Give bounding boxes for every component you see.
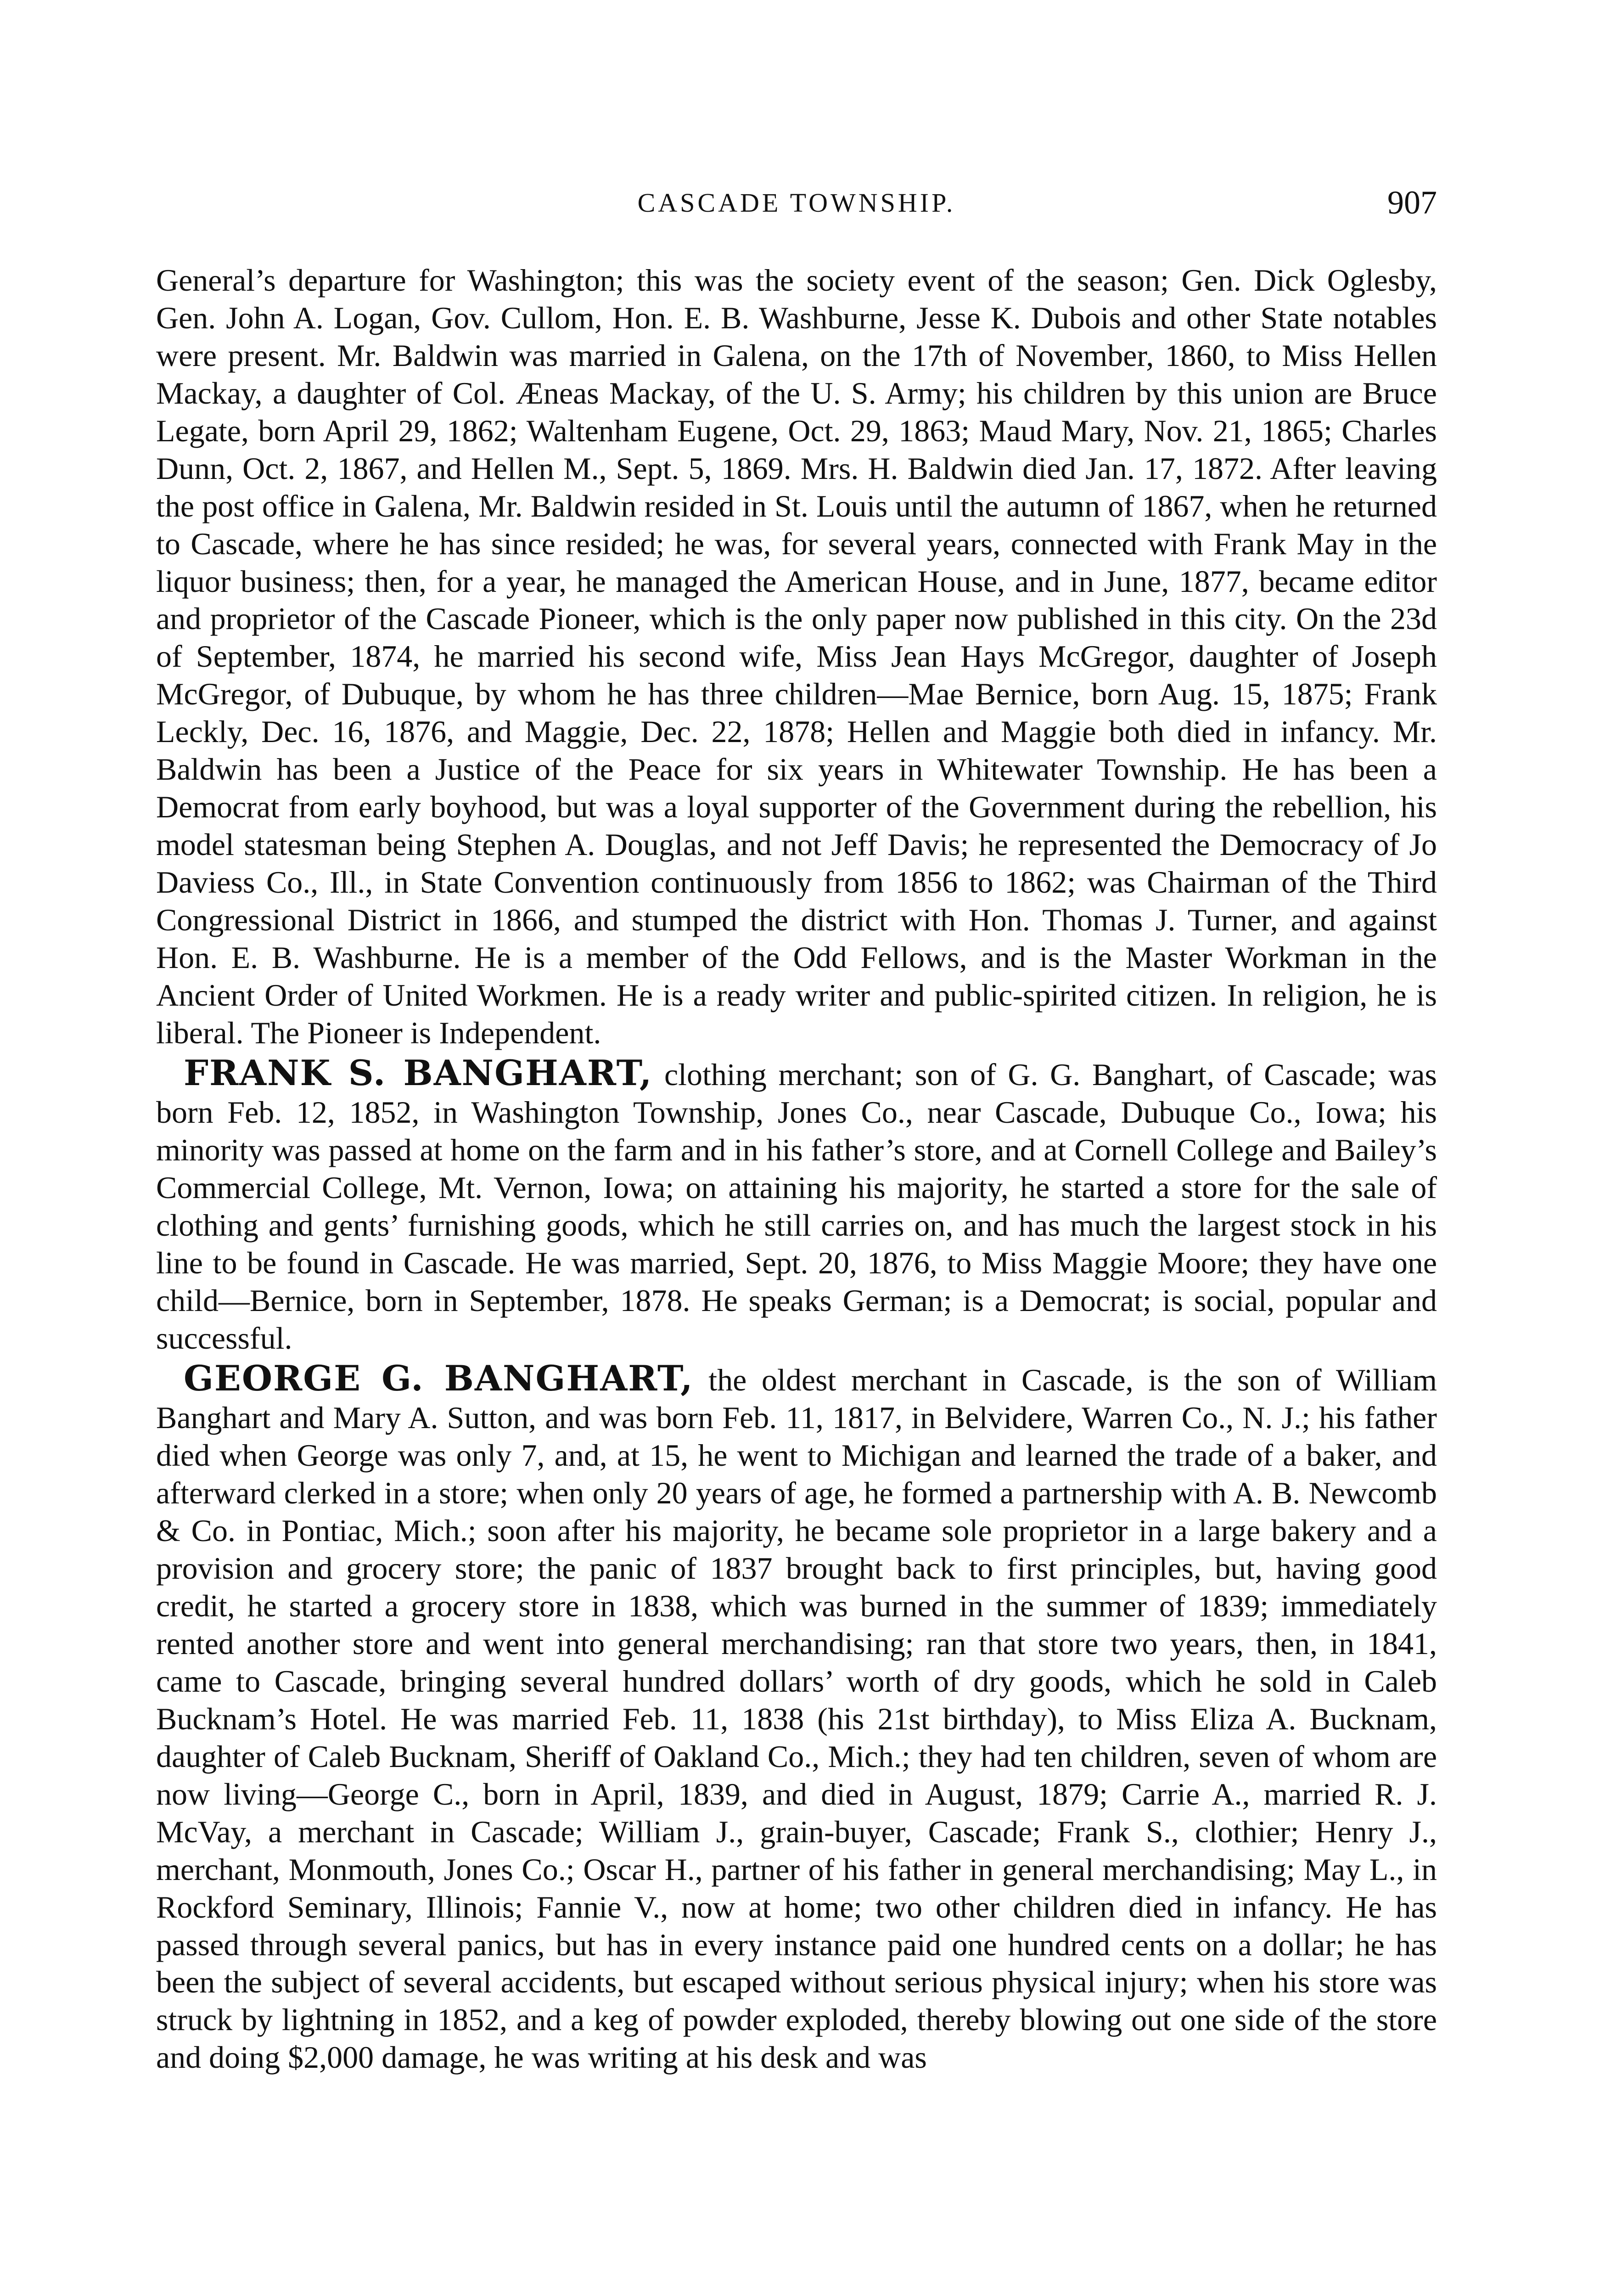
biography-entry-george-banghart bbox=[156, 1357, 1437, 2077]
paragraph-text: the oldest merchant in Cascade, is the son of William Banghart and Mary A. Sutton, and was born Feb. 11, 1817, in Belvidere, Warren Co., N. J.; his father died when George was only 7, and, at 15, he went to Michigan and learned the trade of a baker, and afterward clerked in a store; when only 20 years of age, he formed a partnership with A. B. Newcomb & Co. in Pontiac, Mich.; soon after his majority, he became sole proprietor in a large bakery and a provision and grocery store; the panic of 1837 brought back to first principles, but, having good credit, he started a grocery store in 1838, which was burned in the summer of 1839; immediately rented another store and went into general merchandising; ran that store two years, then, in 1841, came to Cascade, bringing several hundred dollars’ worth of dry goods, which he sold in Caleb Bucknam’s Hotel. He was married Feb. 11, 1838 (his 21st birthday), to Miss Eliza A. Bucknam, daughter of Caleb Bucknam, Sheriff of Oakland Co., Mich.; they had ten children, seven of whom are now living—George C., born in April, 1839, and died in August, 1879; Carrie A., married R. J. McVay, a merchant in Cascade; William J., grain-buyer, Cascade; Frank S., clothier; Henry J., merchant, Monmouth, Jones Co.; Oscar H., partner of his father in general merchandising; May L., in Rockford Seminary, Illinois; Fannie V., now at home; two other children died in infancy. He has passed through several panics, but has in every instance paid one hundred cents on a dollar; he has been the subject of several accidents, but escaped without serious physical injury; when his store was struck by lightning in 1852, and a keg of powder exploded, thereby blowing out one side of the store and doing $2,000 damage, he was writing at his desk and was bbox=[156, 1362, 1437, 2075]
entry-name: GEORGE G. BANGHART, bbox=[184, 1357, 694, 1399]
running-header-title: CASCADE TOWNSHIP. bbox=[637, 188, 956, 218]
biography-entry-frank-banghart bbox=[156, 1052, 1437, 1357]
entry-name: FRANK S. BANGHART, bbox=[184, 1052, 653, 1093]
paragraph-text: General’s departure for Washington; this was the society event of the season; Gen. Dick Oglesby, Gen. John A. Logan, Gov. Cullom, Hon. E. B. Washburne, Jesse K. Dubois and other State notables were present. Mr. Baldwin was married in Galena, on the 17th of November, 1860, to Miss Hellen Mackay, a daughter of Col. Æneas Mackay, of the U. S. Army; his children by this union are Bruce Legate, born April 29, 1862; Waltenham Eugene, Oct. 29, 1863; Maud Mary, Nov. 21, 1865; Charles Dunn, Oct. 2, 1867, and Hellen M., Sept. 5, 1869. Mrs. H. Baldwin died Jan. 17, 1872. After leaving the post office in Galena, Mr. Baldwin resided in St. Louis until the autumn of 1867, when he returned to Cascade, where he has since resided; he was, for several years, connected with Frank May in the liquor business; then, for a year, he managed the American House, and in June, 1877, became editor and proprietor of the Cascade Pioneer, which is the only paper now published in this city. On the 23d of September, 1874, he married his second wife, Miss Jean Hays McGregor, daughter of Joseph McGregor, of Dubuque, by whom he has three children—Mae Bernice, born Aug. 15, 1875; Frank Leckly, Dec. 16, 1876, and Maggie, Dec. 22, 1878; Hellen and Maggie both died in infancy. Mr. Baldwin has been a Justice of the Peace for six years in Whitewater Township. He has been a Democrat from early boyhood, but was a loyal supporter of the Government during the rebellion, his model statesman being Stephen A. Douglas, and not Jeff Davis; he represented the Democracy of Jo Daviess Co., Ill., in State Convention continuously from 1856 to 1862; was Chairman of the Third Congressional District in 1866, and stumped the district with Hon. Thomas J. Turner, and against Hon. E. B. Washburne. He is a member of the Odd Fellows, and is the Master Workman in the Ancient Order of United Workmen. He is a ready writer and public-spirited citizen. In religion, he is liberal. The Pioneer is Independent. bbox=[156, 263, 1437, 1050]
paragraph-text: clothing merchant; son of G. G. Banghart, of Cascade; was born Feb. 12, 1852, in Washington Township, Jones Co., near Cascade, Dubuque Co., Iowa; his minority was passed at home on the farm and in his father’s store, and at Cornell College and Bailey’s Commercial College, Mt. Vernon, Iowa; on attaining his majority, he started a store for the sale of clothing and gents’ furnishing goods, which he still carries on, and has much the largest stock in his line to be found in Cascade. He was married, Sept. 20, 1876, to Miss Maggie Moore; they have one child—Bernice, born in September, 1878. He speaks German; is a Democrat; is social, popular and successful. bbox=[156, 1057, 1437, 1356]
page-number: 907 bbox=[1387, 184, 1437, 221]
running-header bbox=[156, 179, 1437, 225]
continued-paragraph bbox=[156, 262, 1437, 1052]
body-text bbox=[156, 262, 1437, 2077]
